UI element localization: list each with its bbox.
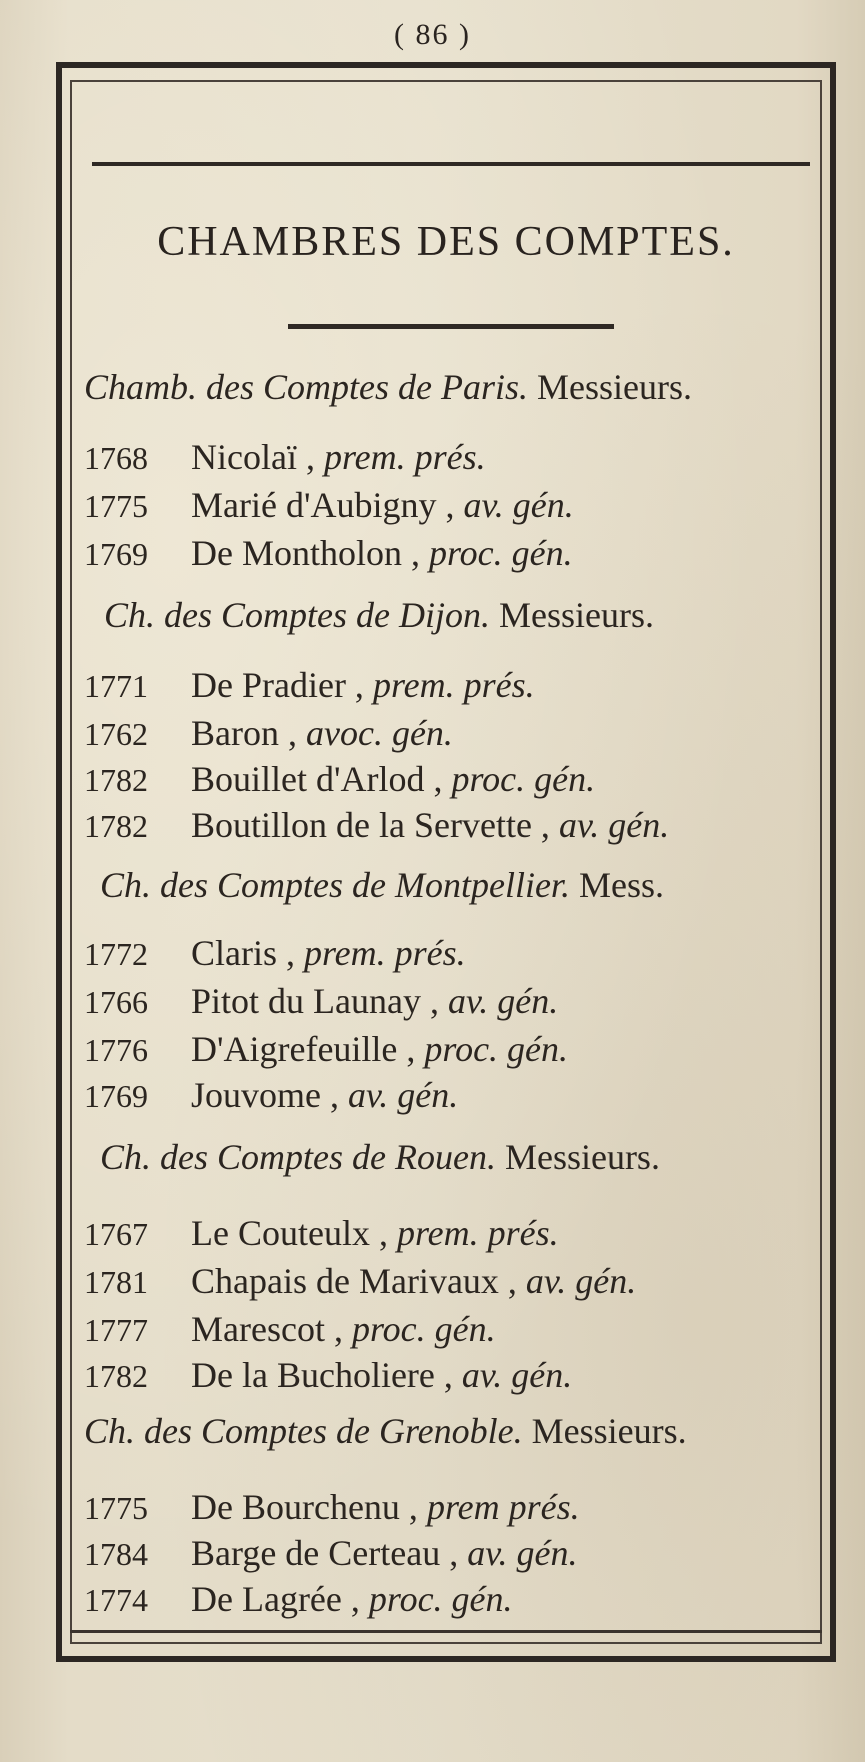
- entry-name: De Montholon ,: [191, 533, 420, 573]
- entry-name: Chapais de Marivaux ,: [191, 1261, 517, 1301]
- entry-year: 1762: [84, 716, 148, 752]
- list-item: [84, 1074, 824, 1116]
- entry-office: prem. prés.: [372, 665, 535, 705]
- entry-name: De Bourchenu ,: [191, 1487, 418, 1527]
- entry-year: 1782: [84, 1358, 148, 1394]
- entry-office: proc. gén.: [429, 533, 573, 573]
- list-item: [84, 1486, 824, 1528]
- list-item: [84, 664, 824, 706]
- entry-year: 1776: [84, 1032, 148, 1068]
- list-item: [84, 484, 824, 526]
- entry-year: 1768: [84, 440, 148, 476]
- entry-name: Barge de Certeau ,: [191, 1533, 459, 1573]
- entry-office: av. gén.: [525, 1261, 637, 1301]
- entry-office: av. gén.: [447, 981, 559, 1021]
- section-title-roman: Messieurs.: [489, 595, 654, 635]
- entry-office: proc. gén.: [351, 1309, 496, 1349]
- entry-office: av. gén.: [461, 1355, 573, 1395]
- bottom-rule-divider: [70, 1630, 822, 1633]
- entry-year: 1766: [84, 984, 148, 1020]
- heading-underline-divider: [288, 324, 614, 329]
- list-item: [84, 436, 824, 478]
- entry-name: Nicolaï ,: [191, 437, 315, 477]
- section-title-italic: Ch. des Comptes de Dijon.: [104, 595, 490, 635]
- entry-year: 1781: [84, 1264, 148, 1300]
- entry-office: av. gén.: [558, 805, 670, 845]
- list-item: [84, 1578, 824, 1620]
- page-heading: CHAMBRES DES COMPTES.: [157, 219, 735, 265]
- entry-year: 1769: [84, 1078, 148, 1114]
- list-item: [84, 1028, 824, 1070]
- entry-name: Claris ,: [191, 933, 295, 973]
- entry-name: Le Couteulx ,: [191, 1213, 388, 1253]
- entry-office: proc. gén.: [424, 1029, 569, 1069]
- entry-year: 1777: [84, 1312, 148, 1348]
- entry-name: De la Bucholiere ,: [191, 1355, 453, 1395]
- section-title-roman: Messieurs.: [495, 1137, 660, 1177]
- entry-year: 1771: [84, 668, 148, 704]
- entry-office: proc. gén.: [451, 759, 596, 799]
- entry-year: 1769: [84, 536, 148, 572]
- entry-office: prem. prés.: [304, 933, 466, 973]
- section-title-italic: Ch. des Comptes de Grenoble.: [84, 1411, 523, 1451]
- list-item: [84, 1354, 824, 1396]
- entry-name: Bouillet d'Arlod ,: [191, 759, 443, 799]
- entry-year: 1784: [84, 1536, 148, 1572]
- entry-office: prem. prés.: [323, 437, 486, 477]
- entry-office: prem prés.: [426, 1487, 580, 1527]
- entry-name: De Pradier ,: [191, 665, 364, 705]
- entry-office: proc. gén.: [368, 1579, 513, 1619]
- section-title-italic: Ch. des Comptes de Montpellier.: [100, 865, 570, 905]
- entry-office: av. gén.: [467, 1533, 578, 1573]
- entry-year: 1775: [84, 488, 148, 524]
- entry-name: Jouvome ,: [191, 1075, 339, 1115]
- list-item: [84, 532, 824, 574]
- list-item: [84, 1212, 824, 1254]
- list-item: [84, 1308, 824, 1350]
- entry-year: 1772: [84, 936, 148, 972]
- section-title-montpellier: [100, 864, 840, 906]
- entry-year: 1782: [84, 762, 148, 798]
- entry-office: avoc. gén.: [305, 713, 453, 753]
- entry-office: prem. prés.: [396, 1213, 559, 1253]
- section-title-italic: Chamb. des Comptes de Paris.: [84, 367, 528, 407]
- entry-office: av. gén.: [463, 485, 574, 525]
- entry-name: Pitot du Launay ,: [191, 981, 439, 1021]
- section-title-paris: [84, 366, 824, 408]
- entry-name: Boutillon de la Servette ,: [191, 805, 550, 845]
- entry-name: De Lagrée ,: [191, 1579, 360, 1619]
- entry-year: 1782: [84, 808, 148, 844]
- entry-year: 1775: [84, 1490, 148, 1526]
- list-item: [84, 1532, 824, 1574]
- entry-year: 1774: [84, 1582, 148, 1618]
- entry-office: av. gén.: [348, 1075, 459, 1115]
- list-item: [84, 932, 824, 974]
- entry-name: Baron ,: [191, 713, 297, 753]
- list-item: [84, 758, 824, 800]
- section-title-italic: Ch. des Comptes de Rouen.: [100, 1137, 496, 1177]
- entry-name: Marié d'Aubigny ,: [191, 485, 455, 525]
- section-title-roman: Messieurs.: [528, 367, 692, 407]
- section-title-grenoble: [84, 1410, 824, 1452]
- top-rule-divider: [92, 162, 810, 166]
- page-number: ( 86 ): [394, 18, 471, 51]
- section-title-roman: Mess.: [569, 865, 664, 905]
- section-title-dijon: [104, 594, 844, 636]
- list-item: [84, 1260, 824, 1302]
- list-item: [84, 980, 824, 1022]
- entry-name: D'Aigrefeuille ,: [191, 1029, 416, 1069]
- entry-year: 1767: [84, 1216, 148, 1252]
- section-title-rouen: [100, 1136, 840, 1178]
- list-item: [84, 712, 824, 754]
- list-item: [84, 804, 824, 846]
- section-title-roman: Messieurs.: [522, 1411, 687, 1451]
- entry-name: Marescot ,: [191, 1309, 343, 1349]
